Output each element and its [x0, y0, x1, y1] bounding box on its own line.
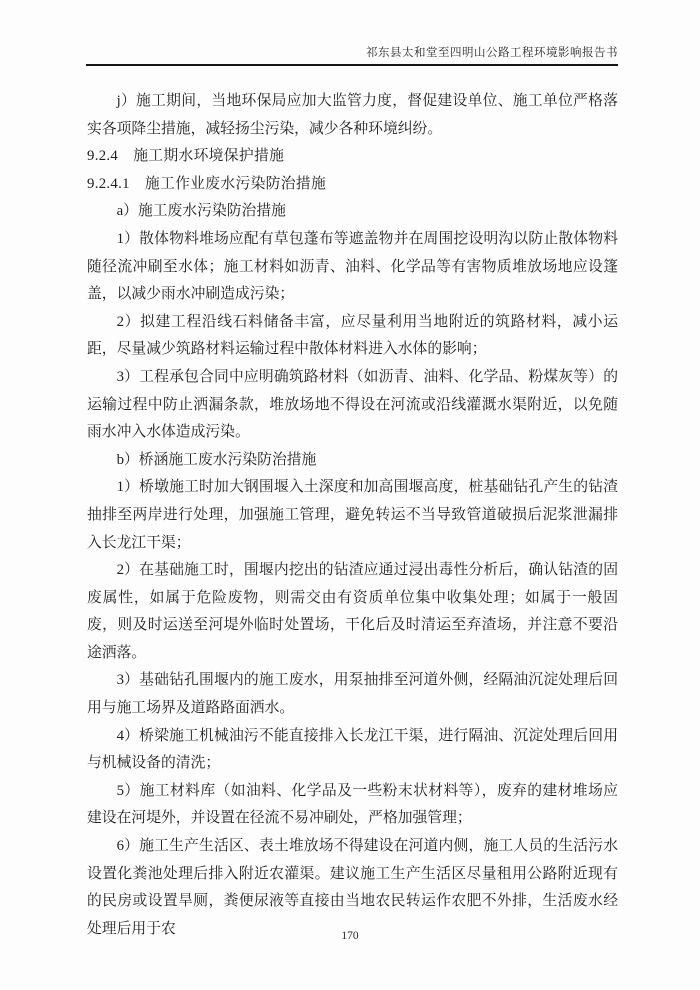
- paragraph-b-item-5: 5）施工材料库（如油料、化学品及一些粉末状材料等），废弃的建材堆场应建设在河堤外，并设置在径流不易冲刷处，严格加强管理；: [87, 782, 618, 827]
- paragraph-b-item-3: 3）基础钻孔围堰内的施工废水，用泵抽排至河道外侧，经隔油沉淀处理后回用与施工场界及道路路面洒水。: [87, 672, 618, 717]
- paragraph-item-j: j）施工期间，当地环保局应加大监管力度，督促建设单位、施工单位严格落实各项降尘措施，减轻扬尘污染，减少各种环境纠纷。: [87, 93, 618, 137]
- paragraph-b-item-2: 2）在基础施工时，围堰内挖出的钻渣应通过浸出毒性分析后，确认钻渣的固废属性，如属于危险废物，则需交由有资质单位集中收集处理；如属于一般固废，则及时运送至河堤外临时处置场，干化后及时清运至弃渣场，并注意不要沿途洒落。: [87, 562, 618, 661]
- paragraph-b-item-4: 4）桥梁施工机械油污不能直接排入长龙江干渠，进行隔油、沉淀处理后回用与机械设备的清洗；: [87, 727, 618, 772]
- page-header-running-title: 祁东县太和堂至四明山公路工程环境影响报告书: [366, 47, 618, 59]
- subsection-heading-b: b）桥涵施工废水污染防治措施: [116, 451, 317, 468]
- paragraph-a-item-3: 3）工程承包合同中应明确筑路材料（如沥青、油料、化学品、粉煤灰等）的运输过程中防止洒漏条款，堆放场地不得设在河流或沿线灌溉水渠附近，以免随雨水冲入水体造成污染。: [87, 368, 618, 441]
- header-divider-rule: [86, 64, 618, 66]
- page-number: 170: [341, 930, 359, 942]
- paragraph-b-item-6: 6）施工生产生活区、表土堆放场不得建设在河道内侧，施工人员的生活污水设置化粪池处理后排入附近农灌渠。建议施工生产生活区尽量租用公路附近现有的民房或设置旱厕，粪便尿液等直接由当地农民转运作农肥不外排，生活废水经处理后用于农: [87, 838, 618, 937]
- document-body: [87, 88, 618, 943]
- paragraph-b-item-1: 1）桥墩施工时加大钢围堰入土深度和加高围堰高度，桩基础钻孔产生的钻渣抽排至两岸进行处理，加强施工管理，避免转运不当导致管道破损后泥浆泄漏排入长龙江干渠；: [87, 479, 618, 551]
- subsection-heading-a: a）施工废水污染防治措施: [116, 203, 286, 220]
- paragraph-a-item-1: 1）散体物料堆场应配有草包蓬布等遮盖物并在周围挖设明沟以防止散体物料随径流冲刷至水体；施工材料如沥青、油料、化学品等有害物质堆放场地应设篷盖，以减少雨水冲刷造成污染；: [87, 230, 618, 303]
- section-heading-9-2-4: 9.2.4 施工期水环境保护措施: [87, 148, 285, 165]
- section-heading-9-2-4-1: 9.2.4.1 施工作业废水污染防治措施: [87, 175, 327, 192]
- paragraph-a-item-2: 2）拟建工程沿线石料储备丰富，应尽量利用当地附近的筑路材料，减小运距，尽量减少筑路材料运输过程中散体材料进入水体的影响；: [87, 313, 618, 358]
